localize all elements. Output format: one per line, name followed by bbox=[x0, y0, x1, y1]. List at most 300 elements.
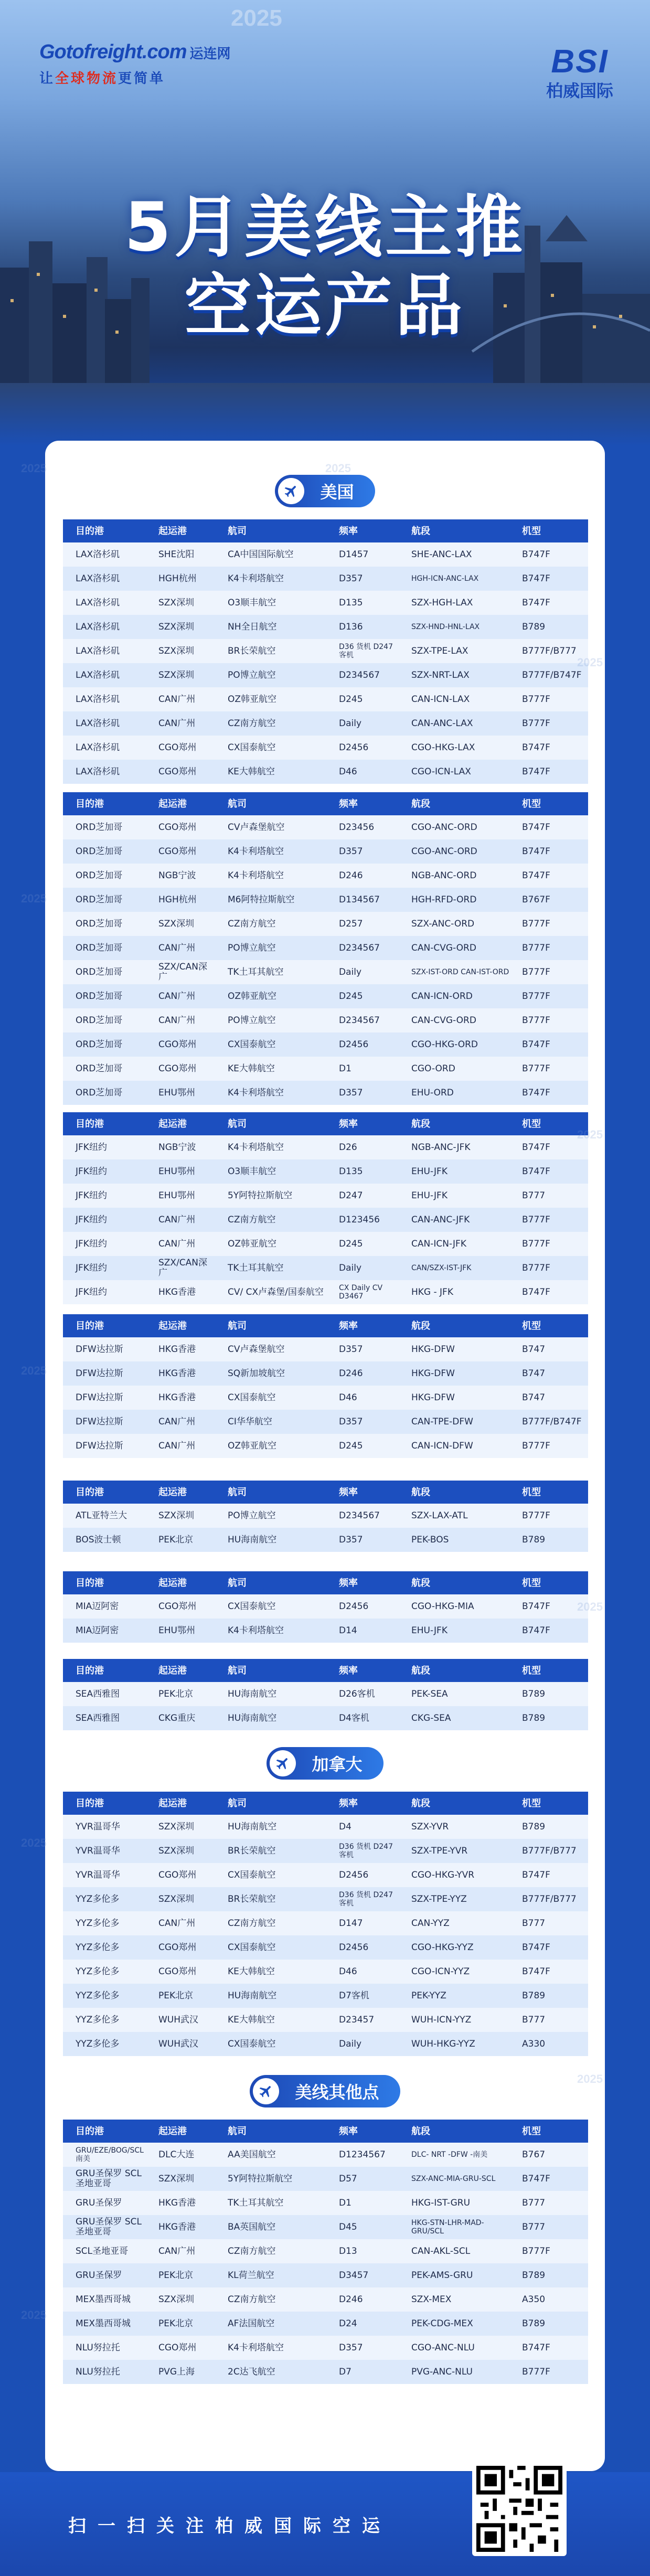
table-cell: B789 bbox=[509, 2263, 588, 2287]
table-header-row bbox=[63, 1659, 588, 1682]
table-row bbox=[63, 760, 588, 784]
table-row bbox=[63, 1208, 588, 1232]
table-cell: B747F bbox=[509, 567, 588, 591]
column-header: 目的港 bbox=[63, 2120, 146, 2143]
table-cell: B777F bbox=[509, 1208, 588, 1232]
table-cell: SZX-IST-ORD CAN-IST-ORD bbox=[399, 960, 509, 984]
table-cell: NH全日航空 bbox=[215, 615, 326, 639]
table-cell: SZX-LAX-ATL bbox=[399, 1504, 509, 1528]
table-cell: CAN-ICN-DFW bbox=[399, 1434, 509, 1458]
table-cell: BR长荣航空 bbox=[215, 639, 326, 663]
table-cell: ORD芝加哥 bbox=[63, 888, 146, 912]
table-cell: OZ韩亚航空 bbox=[215, 1434, 326, 1458]
table-cell: YYZ多伦多 bbox=[63, 1935, 146, 1960]
table-cell: CAN-ICN-LAX bbox=[399, 687, 509, 711]
table-cell: CA中国国际航空 bbox=[215, 542, 326, 567]
table-cell: GRU圣保罗 bbox=[63, 2191, 146, 2215]
column-header: 目的港 bbox=[63, 1112, 146, 1135]
table-cell: PEK-BOS bbox=[399, 1528, 509, 1552]
table-cell: ORD芝加哥 bbox=[63, 1032, 146, 1057]
table-cell: K4卡利塔航空 bbox=[215, 2336, 326, 2360]
table-cell: SZX-NRT-LAX bbox=[399, 663, 509, 687]
table-cell: CAN广州 bbox=[146, 1911, 215, 1935]
table-row bbox=[63, 2360, 588, 2384]
table-cell: PO博立航空 bbox=[215, 1504, 326, 1528]
table-cell: PO博立航空 bbox=[215, 936, 326, 960]
table-header-row bbox=[63, 2120, 588, 2143]
table-cell: LAX洛杉矶 bbox=[63, 711, 146, 736]
airplane-icon bbox=[253, 2078, 279, 2104]
table-cell: SEA西雅图 bbox=[63, 1682, 146, 1706]
table-row bbox=[63, 1935, 588, 1960]
table-cell: HU海南航空 bbox=[215, 1682, 326, 1706]
column-header: 航段 bbox=[399, 792, 509, 815]
table-cell: D26客机 bbox=[326, 1682, 399, 1706]
table-cell: B777F bbox=[509, 711, 588, 736]
column-header: 频率 bbox=[326, 1112, 399, 1135]
table-cell: B777F bbox=[509, 984, 588, 1008]
table-cell: CV/ CX卢森堡/国泰航空 bbox=[215, 1280, 326, 1304]
column-header: 起运港 bbox=[146, 1481, 215, 1504]
table-cell: JFK纽约 bbox=[63, 1256, 146, 1280]
table-cell: EHU-ORD bbox=[399, 1081, 509, 1105]
table-cell: B747F bbox=[509, 1619, 588, 1643]
year-watermark: 2025 bbox=[325, 462, 351, 475]
table-row bbox=[63, 1159, 588, 1184]
table-row bbox=[63, 912, 588, 936]
table-cell: JFK纽约 bbox=[63, 1232, 146, 1256]
table-cell: NGB宁波 bbox=[146, 1135, 215, 1159]
table-cell: CGO-HKG-YVR bbox=[399, 1863, 509, 1887]
column-header: 航司 bbox=[215, 1792, 326, 1815]
table-cell: D234567 bbox=[326, 663, 399, 687]
table-cell: SZX/CAN深广 bbox=[146, 960, 215, 984]
table-cell: OZ韩亚航空 bbox=[215, 1232, 326, 1256]
table-cell: NLU努拉托 bbox=[63, 2360, 146, 2384]
table-cell: JFK纽约 bbox=[63, 1280, 146, 1304]
table-cell: CAN-AKL-SCL bbox=[399, 2239, 509, 2263]
column-header: 目的港 bbox=[63, 1481, 146, 1504]
table-row bbox=[63, 888, 588, 912]
table-cell: WUH武汉 bbox=[146, 2032, 215, 2056]
table-cell: TK土耳其航空 bbox=[215, 1256, 326, 1280]
table-cell: WUH武汉 bbox=[146, 2008, 215, 2032]
table-cell: D246 bbox=[326, 864, 399, 888]
table-row bbox=[63, 1594, 588, 1619]
table-cell: KE大韩航空 bbox=[215, 1057, 326, 1081]
table-cell: B747F bbox=[509, 815, 588, 839]
table-cell: HKG香港 bbox=[146, 2215, 215, 2239]
table-row bbox=[63, 1135, 588, 1159]
table-cell: D4 bbox=[326, 1815, 399, 1839]
column-header: 机型 bbox=[509, 519, 588, 542]
table-cell: HGH杭州 bbox=[146, 888, 215, 912]
table-cell: JFK纽约 bbox=[63, 1159, 146, 1184]
table-cell: B747F bbox=[509, 839, 588, 864]
table-cell: HKG香港 bbox=[146, 2191, 215, 2215]
table-cell: CGO郑州 bbox=[146, 1057, 215, 1081]
table-cell: HU海南航空 bbox=[215, 1815, 326, 1839]
table-cell: CGO-ANC-ORD bbox=[399, 815, 509, 839]
table-cell: K4卡利塔航空 bbox=[215, 864, 326, 888]
table-cell: B777F bbox=[509, 2360, 588, 2384]
column-header: 频率 bbox=[326, 519, 399, 542]
table-cell: DFW达拉斯 bbox=[63, 1386, 146, 1410]
table-cell: SZX深圳 bbox=[146, 1504, 215, 1528]
table-cell: B767F bbox=[509, 888, 588, 912]
table-cell: D46 bbox=[326, 1386, 399, 1410]
table-cell: ORD芝加哥 bbox=[63, 912, 146, 936]
table-row bbox=[63, 567, 588, 591]
table-cell: Daily bbox=[326, 1256, 399, 1280]
table-row bbox=[63, 960, 588, 984]
table-cell: D245 bbox=[326, 1434, 399, 1458]
table-cell: D7 bbox=[326, 2360, 399, 2384]
table-cell: PEK-SEA bbox=[399, 1682, 509, 1706]
route-table bbox=[63, 1659, 588, 1730]
table-cell: JFK纽约 bbox=[63, 1184, 146, 1208]
table-cell: B747F bbox=[509, 1081, 588, 1105]
table-header-row bbox=[63, 1112, 588, 1135]
table-cell: YYZ多伦多 bbox=[63, 1887, 146, 1911]
airplane-icon bbox=[270, 1750, 296, 1776]
table-cell: BR长荣航空 bbox=[215, 1887, 326, 1911]
table-header-row bbox=[63, 792, 588, 815]
table-cell: CV卢森堡航空 bbox=[215, 815, 326, 839]
table-cell: B747F bbox=[509, 591, 588, 615]
table-cell: SHE沈阳 bbox=[146, 542, 215, 567]
table-cell: CAN-TPE-DFW bbox=[399, 1410, 509, 1434]
table-cell: B747F bbox=[509, 1960, 588, 1984]
table-cell: LAX洛杉矶 bbox=[63, 591, 146, 615]
route-table bbox=[63, 1112, 588, 1304]
year-watermark: 2025 bbox=[577, 1128, 603, 1141]
table-cell: PEK北京 bbox=[146, 1528, 215, 1552]
table-cell: B747 bbox=[509, 1386, 588, 1410]
table-cell: ORD芝加哥 bbox=[63, 1081, 146, 1105]
table-cell: NGB宁波 bbox=[146, 864, 215, 888]
table-cell: B747F bbox=[509, 2167, 588, 2191]
table-row bbox=[63, 1337, 588, 1361]
table-cell: B789 bbox=[509, 1682, 588, 1706]
table-cell: CAN广州 bbox=[146, 1434, 215, 1458]
table-cell: CAN广州 bbox=[146, 1008, 215, 1032]
table-cell: ORD芝加哥 bbox=[63, 864, 146, 888]
table-row bbox=[63, 864, 588, 888]
column-header: 航段 bbox=[399, 1571, 509, 1594]
table-cell: SZX-ANC-ORD bbox=[399, 912, 509, 936]
table-cell: 5Y阿特拉斯航空 bbox=[215, 1184, 326, 1208]
table-cell: DFW达拉斯 bbox=[63, 1434, 146, 1458]
table-cell: B747F bbox=[509, 864, 588, 888]
route-table bbox=[63, 1571, 588, 1643]
table-header-row bbox=[63, 519, 588, 542]
column-header: 航段 bbox=[399, 1314, 509, 1337]
table-cell: TK土耳其航空 bbox=[215, 960, 326, 984]
bsi-logo bbox=[546, 46, 613, 102]
table-cell: WUH-HKG-YYZ bbox=[399, 2032, 509, 2056]
table-cell: CGO-HKG-LAX bbox=[399, 736, 509, 760]
table-cell: NGB-ANC-JFK bbox=[399, 1135, 509, 1159]
table-cell: B789 bbox=[509, 1528, 588, 1552]
table-header-row bbox=[63, 1481, 588, 1504]
column-header: 机型 bbox=[509, 1112, 588, 1135]
table-row bbox=[63, 1706, 588, 1730]
column-header: 航段 bbox=[399, 1792, 509, 1815]
table-cell: D2456 bbox=[326, 1935, 399, 1960]
table-cell: CGO郑州 bbox=[146, 839, 215, 864]
table-cell: D45 bbox=[326, 2215, 399, 2239]
table-cell: KL荷兰航空 bbox=[215, 2263, 326, 2287]
table-cell: PEK北京 bbox=[146, 2263, 215, 2287]
column-header: 频率 bbox=[326, 1571, 399, 1594]
table-cell: MIA迈阿密 bbox=[63, 1619, 146, 1643]
table-cell: D2456 bbox=[326, 1032, 399, 1057]
table-cell: KE大韩航空 bbox=[215, 2008, 326, 2032]
table-cell: CGO郑州 bbox=[146, 1960, 215, 1984]
table-cell: O3顺丰航空 bbox=[215, 591, 326, 615]
table-row bbox=[63, 2312, 588, 2336]
column-header: 目的港 bbox=[63, 1792, 146, 1815]
table-cell: CAN-CVG-ORD bbox=[399, 1008, 509, 1032]
table-cell: B789 bbox=[509, 2312, 588, 2336]
table-cell: SZX-TPE-YVR bbox=[399, 1839, 509, 1863]
table-cell: HKG-DFW bbox=[399, 1386, 509, 1410]
table-cell: SZX深圳 bbox=[146, 1887, 215, 1911]
year-watermark: 2025 bbox=[577, 656, 603, 669]
table-cell: CZ南方航空 bbox=[215, 1911, 326, 1935]
table-cell: B767 bbox=[509, 2143, 588, 2167]
bsi-mark: BSI bbox=[551, 44, 609, 80]
table-row bbox=[63, 936, 588, 960]
table-row bbox=[63, 687, 588, 711]
table-cell: B747 bbox=[509, 1361, 588, 1386]
table-cell: HGH-RFD-ORD bbox=[399, 888, 509, 912]
table-cell: CKG-SEA bbox=[399, 1706, 509, 1730]
table-cell: LAX洛杉矶 bbox=[63, 542, 146, 567]
table-cell: CI华华航空 bbox=[215, 1410, 326, 1434]
table-cell: SQ新加坡航空 bbox=[215, 1361, 326, 1386]
year-watermark: 2025 bbox=[21, 2308, 47, 2322]
table-cell: D1 bbox=[326, 1057, 399, 1081]
table-cell: B789 bbox=[509, 1706, 588, 1730]
table-cell: HGH杭州 bbox=[146, 567, 215, 591]
table-cell: D2456 bbox=[326, 1863, 399, 1887]
column-header: 航司 bbox=[215, 2120, 326, 2143]
table-cell: CX国泰航空 bbox=[215, 1935, 326, 1960]
table-cell: B777F bbox=[509, 960, 588, 984]
route-table bbox=[63, 1792, 588, 2056]
table-cell: K4卡利塔航空 bbox=[215, 1081, 326, 1105]
column-header: 目的港 bbox=[63, 519, 146, 542]
table-cell: CX Daily CV D3467 bbox=[326, 1280, 399, 1304]
table-cell: B747F bbox=[509, 1032, 588, 1057]
column-header: 起运港 bbox=[146, 792, 215, 815]
table-cell: CAN广州 bbox=[146, 1410, 215, 1434]
table-cell: D357 bbox=[326, 567, 399, 591]
table-row bbox=[63, 615, 588, 639]
table-row bbox=[63, 984, 588, 1008]
table-cell: SZX-YVR bbox=[399, 1815, 509, 1839]
table-cell: CAN-YYZ bbox=[399, 1911, 509, 1935]
table-cell: CGO郑州 bbox=[146, 1032, 215, 1057]
table-cell: D57 bbox=[326, 2167, 399, 2191]
table-cell: WUH-ICN-YYZ bbox=[399, 2008, 509, 2032]
table-row bbox=[63, 639, 588, 663]
table-cell: D36 货机 D247 客机 bbox=[326, 639, 399, 663]
table-cell: B777F bbox=[509, 1232, 588, 1256]
table-row bbox=[63, 2032, 588, 2056]
table-cell: CX国泰航空 bbox=[215, 2032, 326, 2056]
table-cell: BA英国航空 bbox=[215, 2215, 326, 2239]
table-cell: D234567 bbox=[326, 1504, 399, 1528]
table-cell: LAX洛杉矶 bbox=[63, 615, 146, 639]
table-row bbox=[63, 1057, 588, 1081]
table-cell: MEX墨西哥城 bbox=[63, 2312, 146, 2336]
column-header: 航段 bbox=[399, 519, 509, 542]
table-cell: CX国泰航空 bbox=[215, 1863, 326, 1887]
column-header: 频率 bbox=[326, 1792, 399, 1815]
table-cell: CZ南方航空 bbox=[215, 2239, 326, 2263]
table-row bbox=[63, 1081, 588, 1105]
table-cell: CAN/SZX-IST-JFK bbox=[399, 1256, 509, 1280]
table-cell: D234567 bbox=[326, 936, 399, 960]
table-cell: B747F bbox=[509, 1159, 588, 1184]
table-cell: SZX深圳 bbox=[146, 1815, 215, 1839]
table-cell: ORD芝加哥 bbox=[63, 960, 146, 984]
table-cell: SZX深圳 bbox=[146, 1839, 215, 1863]
column-header: 机型 bbox=[509, 792, 588, 815]
table-cell: B777F bbox=[509, 912, 588, 936]
table-cell: SZX深圳 bbox=[146, 912, 215, 936]
table-cell: CZ南方航空 bbox=[215, 711, 326, 736]
table-cell: LAX洛杉矶 bbox=[63, 736, 146, 760]
table-cell: D24 bbox=[326, 2312, 399, 2336]
column-header: 起运港 bbox=[146, 1792, 215, 1815]
slogan: 让全球物流更简单 bbox=[39, 71, 166, 87]
table-cell: B777F/B747F bbox=[509, 663, 588, 687]
table-cell: HKG香港 bbox=[146, 1280, 215, 1304]
table-cell: PEK北京 bbox=[146, 2312, 215, 2336]
table-cell: D134567 bbox=[326, 888, 399, 912]
table-cell: A350 bbox=[509, 2287, 588, 2312]
table-cell: CX国泰航空 bbox=[215, 1032, 326, 1057]
table-cell: CV卢森堡航空 bbox=[215, 1337, 326, 1361]
section-header bbox=[0, 1747, 650, 1780]
table-row bbox=[63, 1434, 588, 1458]
table-cell: D2456 bbox=[326, 736, 399, 760]
table-cell: EHU鄂州 bbox=[146, 1159, 215, 1184]
table-cell: D1457 bbox=[326, 542, 399, 567]
table-row bbox=[63, 663, 588, 687]
route-table bbox=[63, 2120, 588, 2384]
table-cell: CGO郑州 bbox=[146, 2336, 215, 2360]
table-cell: D357 bbox=[326, 1337, 399, 1361]
route-table bbox=[63, 792, 588, 1105]
table-cell: ORD芝加哥 bbox=[63, 936, 146, 960]
year-watermark: 2025 bbox=[577, 1600, 603, 1613]
table-row bbox=[63, 1839, 588, 1863]
table-cell: D23456 bbox=[326, 815, 399, 839]
qr-code[interactable] bbox=[472, 2462, 567, 2556]
table-cell: SZX-TPE-LAX bbox=[399, 639, 509, 663]
table-cell: CGO郑州 bbox=[146, 736, 215, 760]
table-cell: ORD芝加哥 bbox=[63, 984, 146, 1008]
table-cell: Daily bbox=[326, 2032, 399, 2056]
table-cell: CAN-CVG-ORD bbox=[399, 936, 509, 960]
table-row bbox=[63, 2287, 588, 2312]
table-cell: NGB-ANC-ORD bbox=[399, 864, 509, 888]
table-cell: CZ南方航空 bbox=[215, 912, 326, 936]
table-cell: SZX-ANC-MIA-GRU-SCL bbox=[399, 2167, 509, 2191]
table-cell: SZX-HGH-LAX bbox=[399, 591, 509, 615]
table-cell: JFK纽约 bbox=[63, 1135, 146, 1159]
table-cell: ORD芝加哥 bbox=[63, 839, 146, 864]
section-header bbox=[0, 2075, 650, 2107]
table-cell: D357 bbox=[326, 1081, 399, 1105]
table-cell: HKG-STN-LHR-MAD-GRU/SCL bbox=[399, 2215, 509, 2239]
table-cell: SZX深圳 bbox=[146, 639, 215, 663]
table-cell: B789 bbox=[509, 1815, 588, 1839]
table-cell: D1234567 bbox=[326, 2143, 399, 2167]
table-cell: SZX-HND-HNL-LAX bbox=[399, 615, 509, 639]
section-title: 加拿大 bbox=[312, 1754, 363, 1774]
table-cell: CAN广州 bbox=[146, 1232, 215, 1256]
table-row bbox=[63, 591, 588, 615]
route-table bbox=[63, 519, 588, 784]
table-cell: CAN-ANC-LAX bbox=[399, 711, 509, 736]
table-cell: D246 bbox=[326, 2287, 399, 2312]
column-header: 频率 bbox=[326, 2120, 399, 2143]
footer-text: 扫一扫关注柏威国际空运 bbox=[68, 2516, 391, 2537]
table-cell: GRU/EZE/BOG/SCL南美 bbox=[63, 2143, 146, 2167]
column-header: 机型 bbox=[509, 1792, 588, 1815]
table-cell: SZX-MEX bbox=[399, 2287, 509, 2312]
table-cell: D246 bbox=[326, 1361, 399, 1386]
table-cell: D36 货机 D247 客机 bbox=[326, 1839, 399, 1863]
table-cell: D147 bbox=[326, 1911, 399, 1935]
table-cell: O3顺丰航空 bbox=[215, 1159, 326, 1184]
column-header: 机型 bbox=[509, 1314, 588, 1337]
table-cell: HKG-IST-GRU bbox=[399, 2191, 509, 2215]
column-header: 机型 bbox=[509, 1481, 588, 1504]
table-cell: BOS波士顿 bbox=[63, 1528, 146, 1552]
table-cell: D245 bbox=[326, 1232, 399, 1256]
table-cell: ORD芝加哥 bbox=[63, 1008, 146, 1032]
table-row bbox=[63, 1361, 588, 1386]
table-cell: CAN-ICN-JFK bbox=[399, 1232, 509, 1256]
table-row bbox=[63, 736, 588, 760]
table-row bbox=[63, 1032, 588, 1057]
table-cell: ORD芝加哥 bbox=[63, 815, 146, 839]
table-cell: SZX-TPE-YYZ bbox=[399, 1887, 509, 1911]
table-header-row bbox=[63, 1571, 588, 1594]
table-cell: SEA西雅图 bbox=[63, 1706, 146, 1730]
table-cell: CX国泰航空 bbox=[215, 1386, 326, 1410]
table-cell: D7客机 bbox=[326, 1984, 399, 2008]
table-cell: CAN广州 bbox=[146, 687, 215, 711]
table-cell: YYZ多伦多 bbox=[63, 2008, 146, 2032]
brand-name-cn: 运连网 bbox=[189, 46, 231, 62]
table-cell: EHU鄂州 bbox=[146, 1081, 215, 1105]
table-cell: B789 bbox=[509, 1984, 588, 2008]
column-header: 航司 bbox=[215, 519, 326, 542]
route-table bbox=[63, 1481, 588, 1552]
table-cell: B747F bbox=[509, 760, 588, 784]
table-header-row bbox=[63, 1792, 588, 1815]
table-cell: D2456 bbox=[326, 1594, 399, 1619]
table-cell: B777F bbox=[509, 1256, 588, 1280]
